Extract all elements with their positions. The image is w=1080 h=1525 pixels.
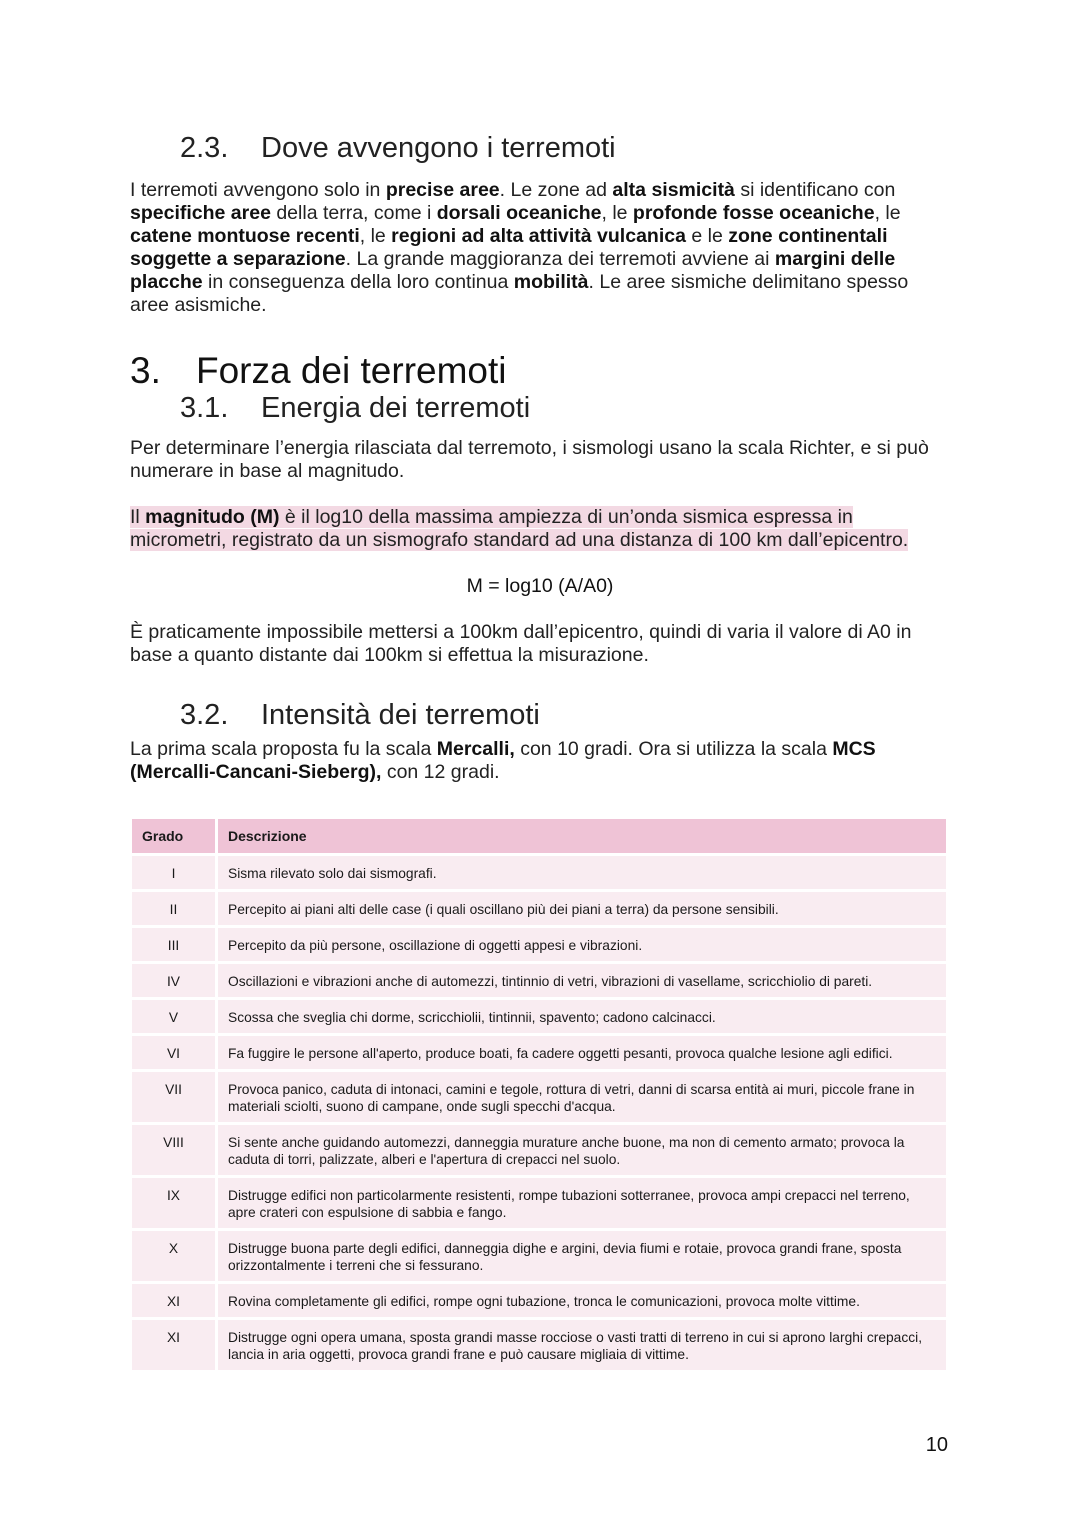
mcs-scale-table	[129, 816, 949, 1373]
bold-text: margini delle placche	[130, 248, 896, 293]
table-row	[132, 1000, 946, 1033]
bold-text: mobilità	[513, 271, 589, 293]
text: I terremoti avvengono solo in	[130, 179, 386, 201]
grado-cell: IV	[132, 964, 215, 997]
paragraph-a0: È praticamente impossibile mettersi a 100km dall’epicentro, quindi di varia il valore di A0 in base a quanto distante dai 100km si effettua la misurazione.	[130, 621, 912, 666]
grado-cell: X	[132, 1231, 215, 1281]
table-row	[132, 1072, 946, 1122]
bold-text: specifiche aree	[130, 202, 271, 224]
bold-text: catene montuose recenti	[130, 225, 360, 247]
descrizione-cell: Rovina completamente gli edifici, rompe ogni tubazione, tronca le comunicazioni, provoca molte vittime.	[218, 1284, 946, 1317]
paragraph-aree	[130, 179, 950, 317]
table-row	[132, 1178, 946, 1228]
text: in conseguenza della loro continua	[202, 271, 514, 293]
text: con 12 gradi.	[381, 761, 500, 783]
table-row	[132, 856, 946, 889]
bold-text: alta sismicità	[612, 179, 735, 201]
bold-text: precise aree	[385, 179, 500, 201]
formula: M = log10 (A/A0)	[466, 575, 614, 597]
page-number: 10	[925, 1434, 948, 1456]
grado-cell: XI	[132, 1320, 215, 1370]
section-3-2-heading	[130, 695, 950, 735]
text: . La grande maggioranza dei terremoti avviene ai	[345, 248, 775, 270]
descrizione-cell: Si sente anche guidando automezzi, danneggia murature anche buone, ma non di cemento armato; provoca la caduta di torri, palizzate, alberi e l'apertura di crepacci nel suolo.	[218, 1125, 946, 1175]
section-number: 3.2.	[180, 699, 229, 731]
table-row	[132, 1284, 946, 1317]
text: , le	[359, 225, 392, 247]
table-row	[132, 1320, 946, 1370]
descrizione-cell: Scossa che sveglia chi dorme, scricchiolii, tintinnii, spavento; cadono calcinacci.	[218, 1000, 946, 1033]
text: si identificano con	[734, 179, 896, 201]
bold-text: Mercalli,	[436, 738, 515, 760]
grado-cell: VII	[132, 1072, 215, 1122]
section-title: Dove avvengono i terremoti	[261, 132, 616, 164]
text: e le	[685, 225, 729, 247]
section-title: Forza dei terremoti	[196, 350, 507, 391]
bold-text: zone continentali soggette a separazione	[130, 225, 888, 270]
grado-cell: XI	[132, 1284, 215, 1317]
grado-cell: VI	[132, 1036, 215, 1069]
bold-text: profonde fosse oceaniche	[632, 202, 875, 224]
paragraph-scala	[130, 738, 950, 784]
descrizione-cell: Percepito da più persone, oscillazione di oggetti appesi e vibrazioni.	[218, 928, 946, 961]
descrizione-cell: Distrugge buona parte degli edifici, danneggia dighe e argini, devia fiumi e rotaie, provoca grandi frane, sposta orizzontalmente i terreni che si fessurano.	[218, 1231, 946, 1281]
descrizione-cell: Fa fuggire le persone all'aperto, produce boati, fa cadere oggetti pesanti, provoca qualche lesione agli edifici.	[218, 1036, 946, 1069]
table-row	[132, 892, 946, 925]
descrizione-cell: Provoca panico, caduta di intonaci, camini e tegole, rottura di vetri, danni di scarsa entità ai muri, piccole frane in materiali sciolti, suono di campane, onde sugli specchi d'acqua.	[218, 1072, 946, 1122]
table-row	[132, 928, 946, 961]
descrizione-cell: Sisma rilevato solo dai sismografi.	[218, 856, 946, 889]
paragraph-magnitudo	[130, 506, 950, 552]
section-2-3-heading	[130, 128, 950, 168]
text: . Le zone ad	[499, 179, 613, 201]
descrizione-cell: Distrugge edifici non particolarmente resistenti, rompe tubazioni sotterranee, provoca ampi crepacci nel terreno, apre crateri con espulsione di sabbia e fango.	[218, 1178, 946, 1228]
descrizione-cell: Percepito ai piani alti delle case (i quali oscillano più dei piani a terra) da persone sensibili.	[218, 892, 946, 925]
table-row	[132, 964, 946, 997]
grado-cell: IX	[132, 1178, 215, 1228]
table-row	[132, 1036, 946, 1069]
text: , le	[874, 202, 901, 224]
section-title: Energia dei terremoti	[261, 392, 531, 424]
text: , le	[601, 202, 633, 224]
bold-text: MCS (Mercalli-Cancani-Sieberg),	[130, 738, 876, 783]
section-number: 2.3.	[180, 132, 229, 164]
text: della terra, come i	[270, 202, 437, 224]
grado-cell: III	[132, 928, 215, 961]
text: Il	[130, 506, 146, 528]
table-header-row	[132, 819, 946, 853]
text: . Le aree sismiche delimitano spesso aree asismiche.	[130, 271, 909, 316]
grado-cell: VIII	[132, 1125, 215, 1175]
header-grado: Grado	[132, 819, 215, 853]
grado-cell: V	[132, 1000, 215, 1033]
text: con 10 gradi. Ora si utilizza la scala	[514, 738, 833, 760]
section-title: Intensità dei terremoti	[261, 699, 540, 731]
page-content	[130, 128, 950, 784]
text: è il log10 della massima ampiezza di un’onda sismica espressa in micrometri, registrato da un sismografo standard ad una distanza di 100 km dall’epicentro.	[130, 506, 909, 551]
section-number: 3.1.	[180, 392, 229, 424]
table-row	[132, 1125, 946, 1175]
descrizione-cell: Oscillazioni e vibrazioni anche di automezzi, tintinnio di vetri, vibrazioni di vasellame, scricchiolio di pareti.	[218, 964, 946, 997]
descrizione-cell: Distrugge ogni opera umana, sposta grandi masse rocciose o vasti tratti di terreno in cui si aprono larghi crepacci, lancia in aria oggetti, provoca grandi frane e può causare migliaia di vittime.	[218, 1320, 946, 1370]
table-row	[132, 1231, 946, 1281]
text: La prima scala proposta fu la scala	[130, 738, 437, 760]
bold-text: dorsali oceaniche	[436, 202, 602, 224]
bold-text: regioni ad alta attività vulcanica	[391, 225, 686, 247]
bold-text: magnitudo (M)	[145, 506, 280, 528]
section-number: 3.	[130, 350, 161, 391]
section-3-heading	[130, 349, 950, 393]
grado-cell: I	[132, 856, 215, 889]
highlight	[130, 506, 908, 551]
section-3-1-heading	[130, 388, 950, 428]
grado-cell: II	[132, 892, 215, 925]
paragraph-energia: Per determinare l’energia rilasciata dal terremoto, i sismologi usano la scala Richter, e si può numerare in base al magnitudo.	[130, 437, 929, 482]
header-descrizione: Descrizione	[218, 819, 946, 853]
